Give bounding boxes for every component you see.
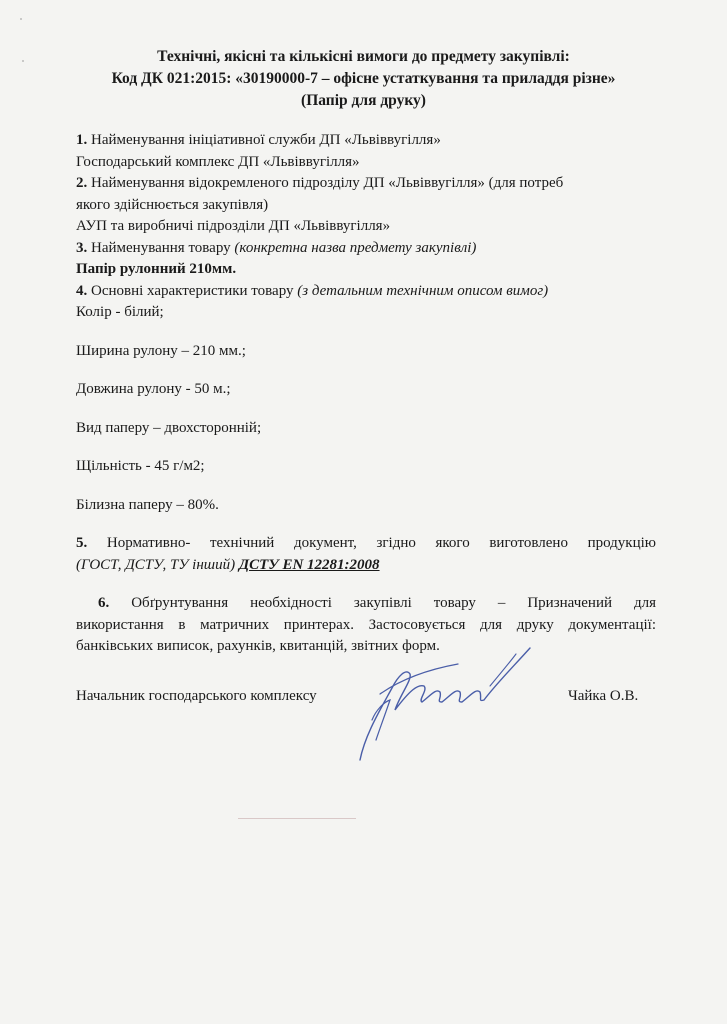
scan-speck <box>22 60 24 62</box>
item-1 <box>76 130 656 152</box>
item-3-hint: (конкретна назва предмету закупівлі) <box>234 239 477 256</box>
item-2-number: 2. <box>76 175 88 191</box>
item-2-text: Найменування відокремленого підрозділу ДП «Львіввугілля» (для потреб <box>91 175 564 191</box>
item-5-standard <box>76 555 656 577</box>
stray-mark <box>238 818 356 819</box>
item-5-value: ДСТУ EN 12281:2008 <box>238 556 380 573</box>
item-5-text: Нормативно- технічний документ, згідно якого виготовлено продукцію <box>106 535 657 551</box>
item-4-text: Основні характеристики товару <box>91 282 294 299</box>
item-3 <box>76 238 656 260</box>
item-2-text-cont: якого здійснюється закупівля) <box>76 196 269 213</box>
item-3-text: Найменування товару <box>91 239 231 256</box>
spec-whiteness: Білизна паперу – 80%. <box>76 496 219 513</box>
spec-color: Колір - білий; <box>76 304 164 320</box>
item-6-text: Обґрунтування необхідності закупівлі товару – Призначений для <box>131 595 656 611</box>
item-4-hint: (з детальним технічним описом вимог) <box>297 282 549 299</box>
item-5 <box>76 533 656 555</box>
item-4 <box>76 281 656 303</box>
spec-type: Вид паперу – двохсторонній; <box>76 419 262 436</box>
spec-length: Довжина рулону - 50 м.; <box>76 381 231 397</box>
item-1-value: Господарський комплекс ДП «Львіввугілля» <box>76 153 360 170</box>
spec-width: Ширина рулону – 210 мм.; <box>76 342 246 359</box>
header-line-1: Технічні, якісні та кількісні вимоги до предмету закупівлі: <box>157 48 570 65</box>
item-6-text-end: банківських виписок, рахунків, квитанцій, звітних форм. <box>76 638 440 654</box>
header-line-3: (Папір для друку) <box>301 92 426 109</box>
item-1-number: 1. <box>76 132 88 148</box>
item-2-value: АУП та виробничі підрозділи ДП «Львіввугілля» <box>76 218 391 234</box>
item-4-number: 4. <box>76 282 88 299</box>
handwritten-signature <box>340 640 550 770</box>
item-6-number: 6. <box>97 595 110 611</box>
item-6-text-cont: використання в матричних принтерах. Застосовується для друку документації: <box>76 616 656 633</box>
item-3-value: Папір рулонний 210мм. <box>76 261 237 277</box>
item-5-number: 5. <box>76 535 88 551</box>
document-header <box>40 46 687 112</box>
item-1-text: Найменування ініціативної служби ДП «Львіввугілля» <box>91 132 441 148</box>
spec-density: Щільність - 45 г/м2; <box>76 458 205 474</box>
item-3-number: 3. <box>76 239 88 256</box>
scan-speck <box>20 18 22 20</box>
header-line-2: Код ДК 021:2015: «30190000-7 – офісне устаткування та приладдя різне» <box>111 70 616 87</box>
item-6 <box>76 593 656 615</box>
item-5-hint: (ГОСТ, ДСТУ, ТУ інший) <box>76 556 236 573</box>
requirements-body <box>76 130 656 658</box>
signatory-name: Чайка О.В. <box>568 688 639 704</box>
item-2 <box>76 173 656 195</box>
signatory-position: Начальник господарського комплексу <box>76 688 317 704</box>
